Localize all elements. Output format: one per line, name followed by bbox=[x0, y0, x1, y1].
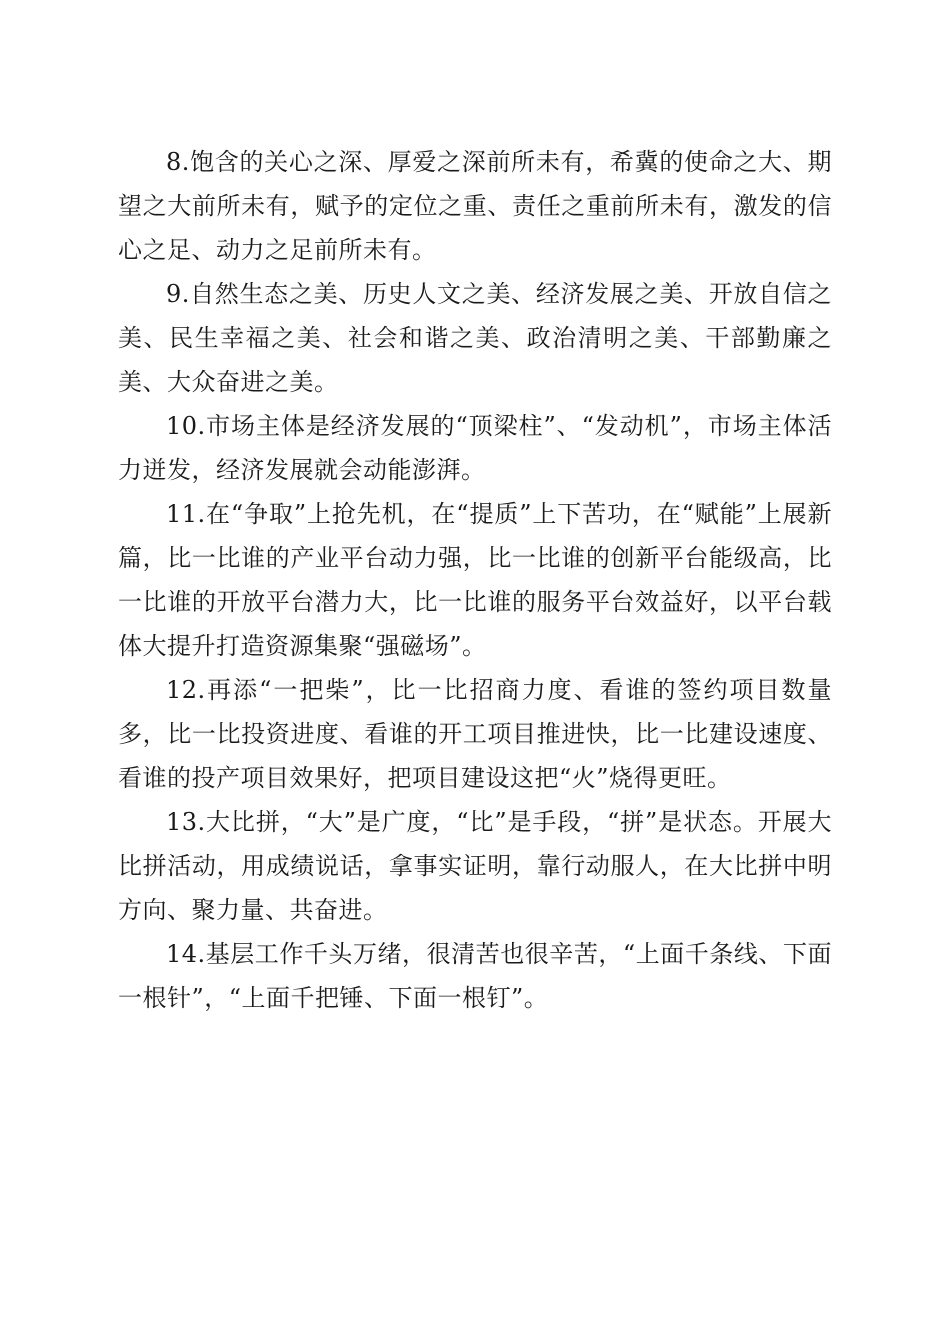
paragraph-9: 9.自然生态之美、历史人文之美、经济发展之美、开放自信之美、民生幸福之美、社会和谐之美、政治清明之美、干部勤廉之美、大众奋进之美。 bbox=[118, 280, 832, 396]
paragraph-13: 13.大比拼，“大”是广度，“比”是手段，“拼”是状态。开展大比拼活动，用成绩说话，拿事实证明，靠行动服人，在大比拼中明方向、聚力量、共奋进。 bbox=[118, 808, 832, 924]
paragraph-8: 8.饱含的关心之深、厚爱之深前所未有，希冀的使命之大、期望之大前所未有，赋予的定位之重、责任之重前所未有，激发的信心之足、动力之足前所未有。 bbox=[118, 148, 832, 264]
paragraph-11: 11.在“争取”上抢先机，在“提质”上下苦功，在“赋能”上展新篇，比一比谁的产业平台动力强，比一比谁的创新平台能级高，比一比谁的开放平台潜力大，比一比谁的服务平台效益好，以平台载体大提升打造资源集聚“强磁场”。 bbox=[118, 500, 832, 660]
paragraph-10: 10.市场主体是经济发展的“顶梁柱”、“发动机”，市场主体活力迸发，经济发展就会动能澎湃。 bbox=[118, 412, 832, 484]
document-page bbox=[118, 140, 832, 1020]
paragraph-12: 12.再添“一把柴”，比一比招商力度、看谁的签约项目数量多，比一比投资进度、看谁的开工项目推进快，比一比建设速度、看谁的投产项目效果好，把项目建设这把“火”烧得更旺。 bbox=[118, 676, 832, 792]
paragraph-14: 14.基层工作千头万绪，很清苦也很辛苦，“上面千条线、下面一根针”，“上面千把锤、下面一根钉”。 bbox=[118, 940, 832, 1012]
